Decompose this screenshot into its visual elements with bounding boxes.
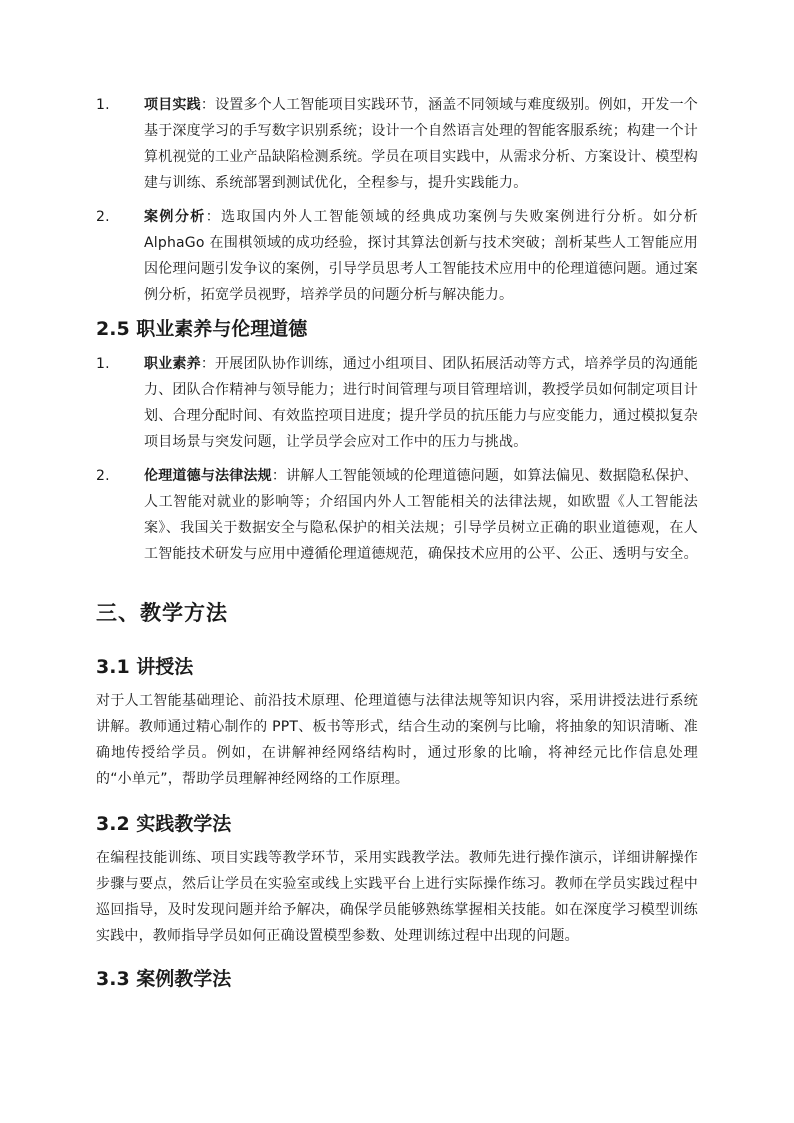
list-number: 2. (96, 468, 110, 484)
section-heading-3-2: 3.2 实践教学法 (96, 813, 232, 835)
list-number: 2. (96, 209, 110, 225)
list-number: 1. (96, 97, 110, 113)
list-item-case-analysis (96, 204, 698, 308)
section-heading-2-5: 2.5 职业素养与伦理道德 (96, 318, 308, 340)
professional-ethics-list (96, 351, 698, 567)
chapter-heading-3: 三、教学方法 (96, 601, 228, 625)
list-number: 1. (96, 356, 110, 372)
list-item-professional-quality (96, 351, 698, 455)
list-item-text: ：选取国内外人工智能领域的经典成功案例与失败案例进行分析。如分析 AlphaGo 在围棋领域的成功经验，探讨其算法创新与技术突破；剖析某些人工智能应用因伦理问题引发争议的案例，引导学员思考人工智能技术应用中的伦理道德问题。通过案例分析，拓宽学员视野，培养学员的问题分析与解决能力。 (144, 209, 698, 303)
list-item-term: 伦理道德与法律法规 (144, 468, 272, 484)
practice-list (96, 92, 698, 308)
list-item-term: 项目实践 (144, 97, 201, 113)
paragraph-3-2: 在编程技能训练、项目实践等教学环节，采用实践教学法。教师先进行操作演示，详细讲解操作步骤与要点，然后让学员在实验室或线上实践平台上进行实际操作练习。教师在学员实践过程中巡回指导，及时发现问题并给予解决，确保学员能够熟练掌握相关技能。如在深度学习模型训练实践中，教师指导学员如何正确设置模型参数、处理训练过程中出现的问题。 (96, 850, 698, 944)
list-item-text: ：讲解人工智能领域的伦理道德问题，如算法偏见、数据隐私保护、人工智能对就业的影响等；介绍国内外人工智能相关的法律法规，如欧盟《人工智能法案》、我国关于数据安全与隐私保护的相关法规；引导学员树立正确的职业道德观，在人工智能技术研发与应用中遵循伦理道德规范，确保技术应用的公平、公正、透明与安全。 (144, 468, 699, 562)
list-item-text: ：开展团队协作训练，通过小组项目、团队拓展活动等方式，培养学员的沟通能力、团队合作精神与领导能力；进行时间管理与项目管理培训，教授学员如何制定项目计划、合理分配时间、有效监控项目进度；提升学员的抗压能力与应变能力，通过模拟复杂项目场景与突发问题，让学员学会应对工作中的压力与挑战。 (144, 356, 698, 450)
list-item-text: ：设置多个人工智能项目实践环节，涵盖不同领域与难度级别。例如，开发一个基于深度学习的手写数字识别系统；设计一个自然语言处理的智能客服系统；构建一个计算机视觉的工业产品缺陷检测系统。学员在项目实践中，从需求分析、方案设计、模型构建与训练、系统部署到测试优化，全程参与，提升实践能力。 (144, 97, 698, 191)
list-item-ethics-law (96, 463, 698, 567)
section-heading-3-3: 3.3 案例教学法 (96, 968, 232, 990)
list-item-term: 职业素养 (144, 356, 201, 372)
paragraph-3-1: 对于人工智能基础理论、前沿技术原理、伦理道德与法律法规等知识内容，采用讲授法进行系统讲解。教师通过精心制作的 PPT、板书等形式，结合生动的案例与比喻，将抽象的知识清晰、准确地传授给学员。例如，在讲解神经网络结构时，通过形象的比喻，将神经元比作信息处理的“小单元”，帮助学员理解神经网络的工作原理。 (96, 693, 698, 787)
section-heading-3-1: 3.1 讲授法 (96, 656, 194, 678)
list-item-project-practice (96, 92, 698, 196)
list-item-term: 案例分析 (144, 209, 206, 225)
